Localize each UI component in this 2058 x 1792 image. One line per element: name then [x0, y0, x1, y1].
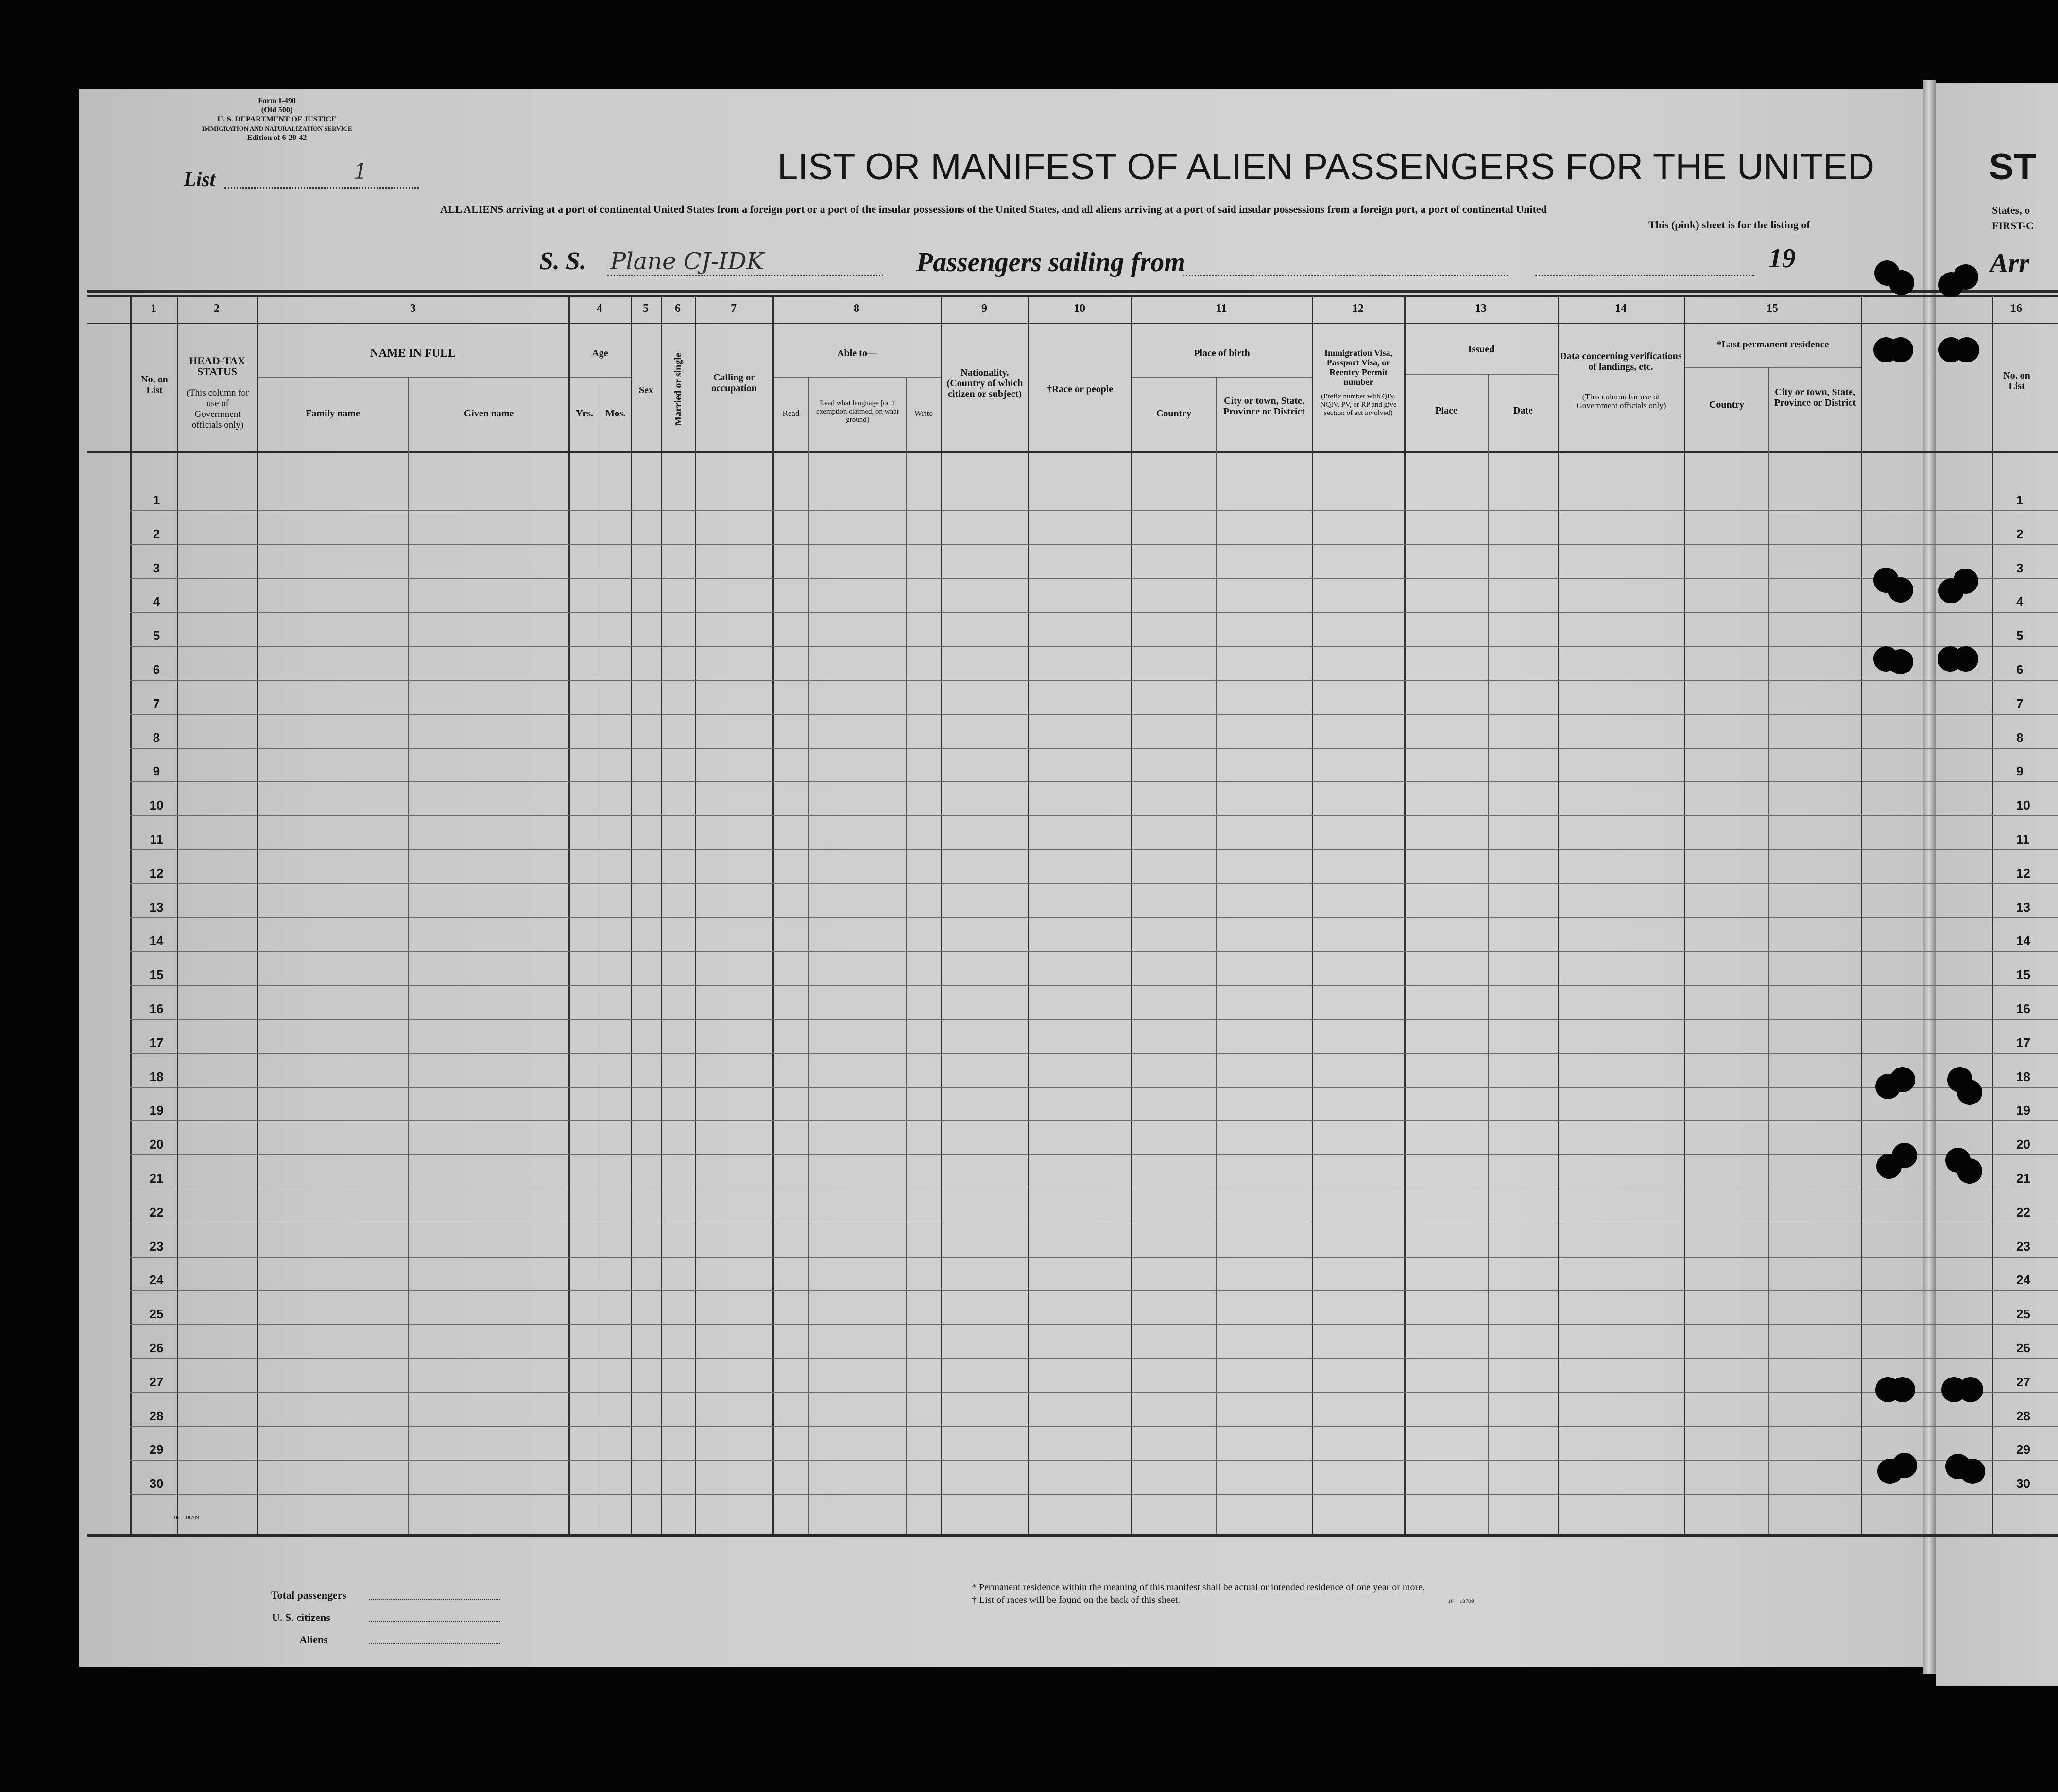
instructions-line1-continued: States, o	[1992, 204, 2030, 216]
row-number-right: 24	[2016, 1273, 2030, 1288]
table-bottom-rule	[87, 1534, 2058, 1537]
header-city: City or town, State, Province or District	[1223, 396, 1305, 417]
header-read: Read	[782, 409, 800, 418]
row-rule	[130, 985, 2058, 986]
col-num-3: 3	[410, 302, 416, 315]
header-bottom-rule	[87, 451, 2058, 453]
header-top-rule	[87, 323, 2058, 324]
form-number: Form I-490	[258, 97, 296, 105]
header-nationality: Nationality. (Country of which citizen or subject)	[946, 367, 1023, 399]
header-given-name: Given name	[463, 408, 514, 419]
sailing-date-line	[1535, 275, 1754, 276]
row-number-left: 26	[149, 1341, 164, 1355]
punch-hole	[1889, 270, 1914, 295]
header-read-language: Read what language [or if exemption claimed, on what ground]	[816, 399, 899, 424]
form-code-left: 16—18709	[173, 1514, 199, 1521]
row-number-right: 21	[2016, 1171, 2030, 1186]
table-top-rule	[87, 290, 2058, 293]
page-title-continued: ST	[1989, 146, 2037, 188]
punch-hole	[1890, 1067, 1915, 1092]
punch-hole	[1953, 264, 1978, 290]
row-rule	[130, 510, 2058, 511]
row-rule	[130, 883, 2058, 884]
aliens-label: Aliens	[299, 1634, 328, 1646]
punch-hole	[1958, 1377, 1983, 1402]
row-number-left: 17	[149, 1035, 164, 1050]
col-num-1: 1	[151, 302, 156, 315]
col-num-13: 13	[1475, 302, 1487, 315]
manifest-sheet	[79, 89, 2058, 1667]
col-right-border	[1992, 295, 1993, 1534]
form-identification	[185, 96, 369, 142]
header-visa-note: (Prefix number with QIV, NQIV, PV, or RP and give section of act involved)	[1320, 393, 1397, 417]
department-name: U. S. DEPARTMENT OF JUSTICE	[217, 115, 337, 123]
col-13a-divider	[1488, 374, 1489, 1534]
instructions-line2-continued: FIRST-C	[1992, 220, 2034, 232]
col-6-divider	[695, 295, 696, 1534]
punch-hole	[1957, 1080, 1982, 1105]
row-number-right: 30	[2016, 1476, 2030, 1491]
row-rule	[130, 1426, 2058, 1427]
header-able-to: Able to—	[837, 348, 877, 359]
punch-hole	[1954, 337, 1979, 362]
header-mos: Mos.	[605, 408, 626, 419]
row-number-left: 19	[149, 1103, 164, 1118]
row-number-right: 14	[2016, 933, 2030, 948]
row-number-right: 6	[2016, 662, 2024, 677]
row-number-left: 7	[153, 696, 160, 711]
punch-hole	[1888, 337, 1913, 362]
header-head-tax-note: (This column for use of Government officials only)	[186, 388, 249, 430]
row-number-left: 30	[149, 1476, 164, 1491]
list-number-value: 1	[354, 159, 367, 184]
service-name: IMMIGRATION AND NATURALIZATION SERVICE	[202, 125, 352, 132]
row-number-left: 1	[153, 493, 160, 507]
row-rule	[130, 917, 2058, 918]
row-number-left: 9	[153, 764, 160, 779]
row-number-left: 29	[149, 1442, 164, 1457]
row-number-right: 5	[2016, 628, 2024, 643]
header-no-on-list: No. on List	[141, 374, 168, 396]
col-3a-divider	[408, 377, 409, 1534]
row-number-left: 12	[149, 865, 164, 880]
total-passengers-label: Total passengers	[271, 1589, 347, 1601]
col-3-divider	[568, 295, 570, 1534]
row-number-right: 27	[2016, 1374, 2030, 1389]
col-num-5: 5	[643, 302, 649, 315]
col-left-border	[130, 295, 132, 1534]
row-number-left: 10	[149, 798, 164, 813]
col-9-divider	[1028, 295, 1029, 1534]
row-rule	[130, 578, 2058, 579]
row-number-left: 13	[149, 899, 164, 914]
row-rule	[130, 1324, 2058, 1325]
row-number-left: 18	[149, 1069, 164, 1084]
row-rule	[130, 1392, 2058, 1393]
punch-hole	[1888, 649, 1913, 674]
header-family-name: Family name	[306, 408, 360, 419]
row-number-left: 8	[153, 730, 160, 745]
header-no-on-list-right: No. on List	[2003, 370, 2030, 392]
punch-hole	[1953, 646, 1978, 672]
row-number-right: 4	[2016, 594, 2024, 609]
row-number-right: 19	[2016, 1103, 2030, 1118]
name-subheader-rule	[257, 377, 568, 378]
punch-hole	[1892, 1453, 1917, 1478]
row-rule	[130, 1053, 2058, 1054]
list-number-line	[224, 187, 419, 189]
col-num-2: 2	[214, 302, 220, 315]
row-number-right: 17	[2016, 1035, 2030, 1050]
row-number-right: 8	[2016, 730, 2024, 745]
col-num-7: 7	[731, 302, 737, 315]
header-calling: Calling or occupation	[711, 372, 757, 394]
row-rule	[130, 951, 2058, 952]
row-number-right: 2	[2016, 526, 2024, 541]
row-number-right: 26	[2016, 1341, 2030, 1355]
row-number-left: 15	[149, 967, 164, 982]
row-number-right: 10	[2016, 798, 2030, 813]
row-number-right: 12	[2016, 865, 2030, 880]
punch-hole	[1953, 569, 1978, 594]
list-label: List	[184, 169, 216, 191]
header-country: Country	[1156, 408, 1192, 419]
row-number-right: 25	[2016, 1307, 2030, 1322]
row-rule	[130, 1019, 2058, 1020]
col-5-divider	[661, 295, 662, 1534]
punch-hole	[1960, 1459, 1985, 1484]
header-race: †Race or people	[1046, 384, 1114, 395]
header-visa: Immigration Visa, Passport Visa, or Reentry Permit number	[1324, 348, 1392, 387]
birth-subheader-rule	[1131, 377, 1312, 378]
vessel-name: Plane CJ-IDK	[610, 248, 764, 275]
col-num-9: 9	[981, 302, 987, 315]
punch-hole	[1890, 1377, 1915, 1402]
row-number-right: 18	[2016, 1069, 2030, 1084]
year-prefix: 19	[1768, 243, 1796, 274]
col-11-divider	[1312, 295, 1313, 1534]
row-number-right: 9	[2016, 764, 2024, 779]
row-number-left: 28	[149, 1408, 164, 1423]
row-number-right: 29	[2016, 1442, 2030, 1457]
total-passengers-line	[369, 1599, 500, 1600]
row-number-left: 25	[149, 1307, 164, 1322]
aliens-line	[369, 1643, 500, 1644]
col-15-divider	[1861, 295, 1862, 1534]
row-number-left: 4	[153, 594, 160, 609]
row-rule	[130, 1290, 2058, 1291]
row-number-left: 14	[149, 933, 164, 948]
header-place: Place	[1435, 405, 1458, 416]
form-edition: Edition of 6-20-42	[247, 134, 307, 142]
row-number-left: 3	[153, 560, 160, 575]
row-rule	[130, 1460, 2058, 1461]
col-1-divider	[177, 295, 178, 1534]
row-rule	[130, 1154, 2058, 1155]
header-write: Write	[914, 409, 933, 418]
row-number-right: 23	[2016, 1239, 2030, 1254]
row-rule	[130, 1120, 2058, 1121]
row-number-right: 22	[2016, 1205, 2030, 1220]
row-rule	[130, 612, 2058, 613]
row-number-left: 24	[149, 1273, 164, 1288]
row-number-right: 11	[2016, 832, 2030, 846]
row-number-left: 6	[153, 662, 160, 677]
header-last-residence: *Last permanent residence	[1716, 339, 1829, 350]
row-number-left: 22	[149, 1205, 164, 1220]
col-13-divider	[1558, 295, 1559, 1534]
row-number-left: 23	[149, 1239, 164, 1254]
col-4-divider	[631, 295, 632, 1534]
col-8b-divider	[906, 377, 907, 1534]
header-data-concerning: Data concerning verifications of landings, etc.	[1560, 351, 1682, 372]
form-code-right: 16—18709	[1448, 1598, 1474, 1604]
row-rule	[130, 646, 2058, 647]
col-7-divider	[772, 295, 774, 1534]
row-number-right: 15	[2016, 967, 2030, 982]
row-number-right: 3	[2016, 560, 2024, 575]
sailing-from-label: Passengers sailing from	[916, 247, 1185, 277]
header-sex: Sex	[639, 385, 653, 396]
row-number-left: 16	[149, 1001, 164, 1016]
header-name-in-full: NAME IN FULL	[370, 347, 456, 360]
row-rule	[130, 544, 2058, 545]
issued-subheader-rule	[1404, 374, 1558, 375]
row-number-right: 1	[2016, 493, 2024, 507]
header-data-note: (This column for use of Government officials only)	[1576, 392, 1666, 410]
row-number-right: 16	[2016, 1001, 2030, 1016]
us-citizens-line	[369, 1621, 500, 1622]
header-date: Date	[1513, 405, 1533, 416]
row-rule	[130, 1087, 2058, 1088]
row-number-left: 21	[149, 1171, 164, 1186]
arriving-continued: Arr	[1990, 248, 2029, 278]
col-num-16: 16	[2010, 302, 2022, 315]
row-number-left: 20	[149, 1137, 164, 1152]
col-num-11: 11	[1216, 302, 1227, 315]
col-8-divider	[941, 295, 942, 1534]
header-head-tax: HEAD-TAX STATUS	[189, 355, 245, 378]
sailing-from-line	[1183, 275, 1508, 276]
row-number-left: 11	[150, 832, 163, 846]
punch-hole	[1957, 1158, 1982, 1184]
age-subheader-rule	[569, 377, 632, 378]
row-rule	[130, 1358, 2058, 1359]
us-citizens-label: U. S. citizens	[272, 1611, 330, 1623]
row-number-left: 5	[153, 628, 160, 643]
col-12-divider	[1404, 295, 1406, 1534]
col-14-divider	[1684, 295, 1685, 1534]
residence-subheader-rule	[1684, 367, 1861, 368]
punch-hole	[1888, 577, 1913, 603]
row-rule	[130, 781, 2058, 782]
col-11a-divider	[1216, 377, 1217, 1534]
footnote-residence: * Permanent residence within the meaning of this manifest shall be actual or intended residence of one year or more.	[972, 1582, 1425, 1593]
header-place-of-birth: Place of birth	[1194, 348, 1250, 359]
form-old-number: (Old 500)	[261, 106, 293, 114]
header-yrs: Yrs.	[575, 408, 594, 419]
col-num-4: 4	[597, 302, 602, 315]
vessel-name-line	[607, 275, 883, 276]
col-num-12: 12	[1352, 302, 1364, 315]
header-city-2: City or town, State, Province or District	[1774, 387, 1856, 408]
row-rule	[130, 849, 2058, 850]
row-number-right: 28	[2016, 1408, 2030, 1423]
row-rule	[130, 1257, 2058, 1258]
page-title: LIST OR MANIFEST OF ALIEN PASSENGERS FOR THE UNITED	[777, 146, 1874, 188]
col-10-divider	[1131, 295, 1132, 1534]
row-number-left: 2	[153, 526, 160, 541]
instructions-line1: ALL ALIENS arriving at a port of continental United States from a foreign port or a port of the insular possessions of the United States, and all aliens arriving at a port of said insular possessions from a foreign port, a port of continental United	[440, 203, 1547, 215]
row-number-right: 7	[2016, 696, 2024, 711]
col-2-divider	[257, 295, 258, 1534]
col-8a-divider	[808, 377, 809, 1534]
row-number-right: 20	[2016, 1137, 2030, 1152]
row-rule	[130, 815, 2058, 816]
col-num-14: 14	[1615, 302, 1627, 315]
header-age: Age	[592, 348, 608, 359]
col-num-6: 6	[675, 302, 681, 315]
header-married: Married or single	[673, 353, 684, 426]
able-subheader-rule	[773, 377, 941, 378]
row-rule	[130, 1494, 2058, 1495]
row-number-right: 13	[2016, 899, 2030, 914]
sheet-fold	[1923, 80, 1936, 1674]
footnote-races: † List of races will be found on the back of this sheet.	[972, 1595, 1181, 1605]
row-rule	[130, 714, 2058, 715]
row-number-left: 27	[149, 1374, 164, 1389]
row-rule	[130, 680, 2058, 681]
header-country-2: Country	[1709, 399, 1745, 410]
col-num-15: 15	[1766, 302, 1778, 315]
punch-hole	[1892, 1143, 1917, 1168]
col-num-10: 10	[1074, 302, 1085, 315]
header-issued: Issued	[1468, 344, 1495, 355]
col-num-8: 8	[854, 302, 859, 315]
vessel-prefix: S. S.	[539, 247, 586, 275]
instructions-line2: This (pink) sheet is for the listing of	[1648, 219, 1810, 231]
row-rule	[130, 748, 2058, 749]
column-number-rule	[87, 295, 2058, 297]
